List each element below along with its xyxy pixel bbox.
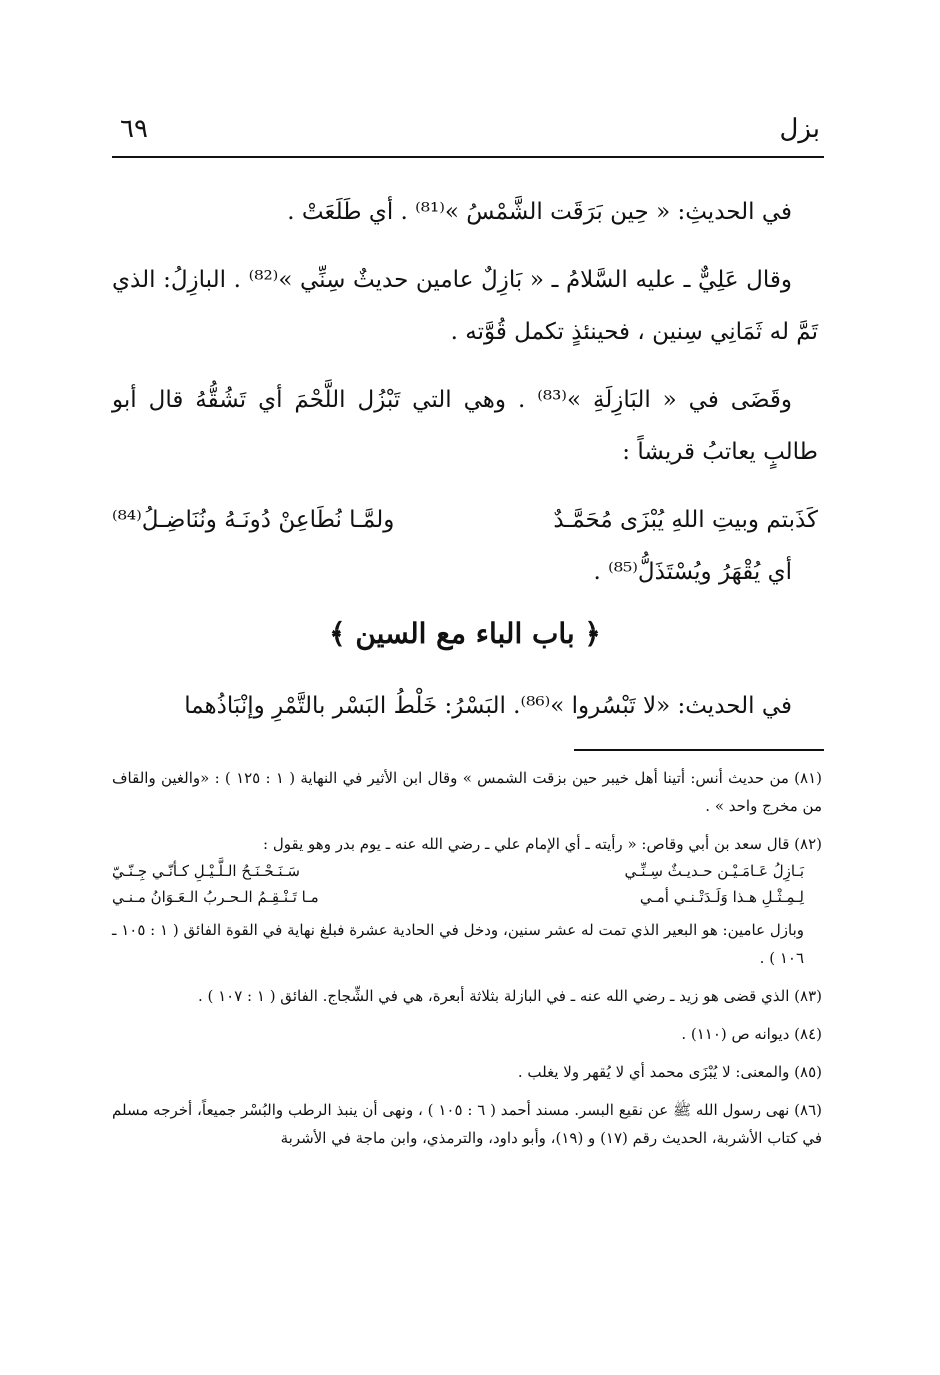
footnote-82-intro: (٨٢) قال سعد بن أبي وقاص: « رأيته ـ أي الإمام علي ـ رضي الله عنه ـ يوم بدر وهو يقول : — [263, 835, 822, 853]
footnote-81: (٨١) من حديث أنس: أتينا أهل خيبر حين بزقت الشمس » وقال ابن الأثير في النهاية ( ١ : ١٢٥ ) : «والغين والقاف من مخرج واحد » . — [112, 769, 823, 815]
footnote-85: (٨٥) والمعنى: لا يُبْزَى محمد أي لا يُقهر ولا يغلب . — [517, 1063, 822, 1081]
verse-1-right: بَـازِلُ عَـامَـيْـن حـديـثٌ سِـنِّـي — [624, 862, 804, 880]
verse-first-hemistich: كَذَبتم وبيتِ اللهِ يُبْزَى مُحَمَّـدٌ — [553, 507, 818, 533]
paragraph-hadith-shams: في الحديثِ: « حِين بَرَقَت الشَّمْسُ »⁽⁸¹⁾ . أي طَلَعَتْ . — [287, 199, 792, 225]
paragraph-bazil: وقال عَلِيٌّ ـ عليه السَّلامُ ـ « بَازِلٌ عامين حديثٌ سِنِّي »⁽⁸²⁾ . البازِلُ: الذي تَمَّ له ثَمَانِي سِنين ، فحينئذٍ تكمل قُوَّته . — [112, 267, 818, 345]
page-number: ٦٩ — [120, 114, 148, 144]
footnotes — [112, 764, 822, 1162]
chapter-title: ﴿ باب الباء مع السين ﴾ — [329, 617, 601, 650]
paragraph-basr: في الحديث: «لا تَبْسُروا »⁽⁸⁶⁾. البَسْرُ: خَلْطُ البَسْر بالتَّمْرِ وإنْبَاذُهما — [184, 693, 792, 719]
footnote-82-gloss: وبازل عامين: هو البعير الذي تمت له عشر سنين، ودخل في الحادية عشرة فبلغ نهاية في القوة الفائق ( ١ : ١٠٥ ـ ١٠٦ ) . — [112, 921, 805, 967]
footnote-86: (٨٦) نهى رسول الله ﷺ عن نقيع البسر. مسند أحمد ( ٦ : ١٠٥ ) ، ونهى أن ينبذ الرطب والبُسْر جميعاً، أخرجه مسلم في كتاب الأشربة، الحديث رقم (١٧) و (١٩)، وأبو داود، والترمذي، وابن ماجة في الأشربة — [112, 1101, 823, 1147]
verse-second-hemistich: ولمَّـا نُطَاعِنْ دُونَـهُ ونُنَاضِـلُ⁽⁸⁴⁾ — [112, 507, 395, 533]
footnote-84: (٨٤) ديوانه ص (١١٠) . — [681, 1025, 822, 1043]
footnote-82-verse-2 — [112, 884, 822, 910]
poem-verse — [112, 494, 818, 546]
footnote-82 — [112, 830, 822, 972]
verse-2-right: لِـمِـثْـلِ هـذا وَلَـدَتْـنـي أمـي — [639, 888, 804, 906]
paragraph-bazila: وقَضَى في « البَازِلَةِ »⁽⁸³⁾ . وهي التي تَبْزُل اللَّحْمَ أي تَشُقُّهُ قال أبو طالبٍ يعاتبُ قريشاً : — [112, 387, 818, 465]
footnote-82-verse-1 — [112, 858, 822, 884]
verse-gloss: أي يُقْهَرُ ويُسْتَذَلُّ⁽⁸⁵⁾ . — [593, 559, 792, 585]
page-header — [112, 108, 824, 158]
footnote-separator — [574, 749, 824, 751]
footnote-83: (٨٣) الذي قضى هو زيد ـ رضي الله عنه ـ في البازلة بثلاثة أبعرة، هي في الشِّجاج. الفائق ( ١ : ١٠٧ ) . — [197, 987, 822, 1005]
verse-2-left: مـا تَـنْـقِـمُ الـحـربُ الـعَـوَانُ مـنـي — [112, 888, 319, 906]
verse-1-left: سَـنَـحْـنَـحُ الـلَّـيْـلِ كـأنّـي جِـنّـيّ — [112, 862, 300, 880]
running-head-keyword: بزل — [779, 114, 820, 144]
main-text — [112, 186, 818, 748]
